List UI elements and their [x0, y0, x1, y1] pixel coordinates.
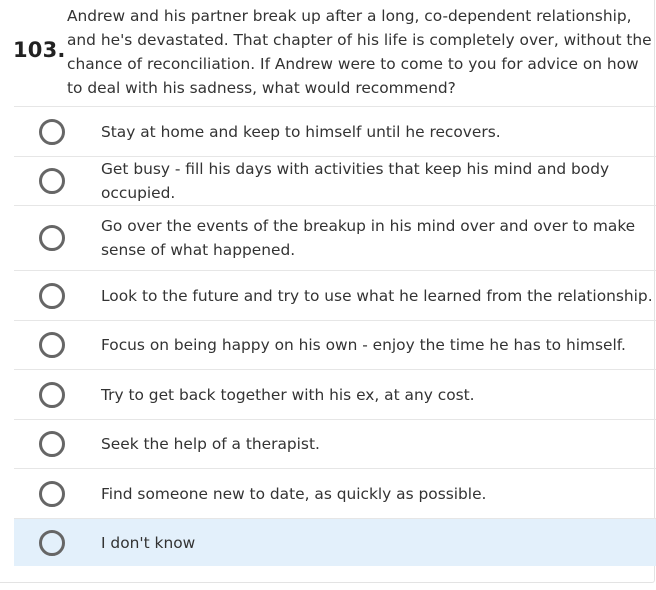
option-label: Seek the help of a therapist.	[101, 435, 320, 453]
option-label: I don't know	[101, 533, 196, 552]
answer-option-4[interactable]	[14, 270, 656, 320]
answer-option-5[interactable]	[14, 320, 656, 369]
answer-option-6[interactable]	[14, 369, 656, 419]
question-text: Andrew and his partner break up after a long, co-dependent relationship, and he's devastated. That chapter of his life is completely over, without the chance of reconciliation. If Andrew were to come to you for advice on how to deal with his sadness, what would recommend?	[67, 7, 652, 97]
radio-button-icon[interactable]	[39, 431, 65, 457]
option-label: Find someone new to date, as quickly as possible.	[101, 484, 487, 503]
radio-button-icon[interactable]	[39, 225, 65, 251]
answer-option-9[interactable]	[14, 518, 656, 566]
radio-button-icon[interactable]	[39, 382, 65, 408]
option-label: Look to the future and try to use what he learned from the relationship.	[101, 286, 653, 305]
option-label: Focus on being happy on his own - enjoy the time he has to himself.	[101, 336, 626, 354]
answer-option-1[interactable]	[14, 106, 656, 156]
answer-option-3[interactable]	[14, 205, 656, 270]
radio-button-icon[interactable]	[39, 283, 65, 309]
option-label: Try to get back together with his ex, at any cost.	[101, 385, 475, 404]
option-label: Stay at home and keep to himself until he recovers.	[101, 122, 501, 141]
radio-button-icon[interactable]	[39, 332, 65, 358]
answer-option-2[interactable]	[14, 156, 656, 205]
radio-button-icon[interactable]	[39, 530, 65, 556]
answer-option-7[interactable]	[14, 419, 656, 468]
option-label: Get busy - fill his days with activities that keep his mind and body occupied.	[101, 160, 610, 202]
option-label: Go over the events of the breakup in his mind over and over to make sense of what happened.	[101, 217, 636, 259]
answer-options	[14, 106, 656, 566]
radio-button-icon[interactable]	[39, 119, 65, 145]
answer-option-8[interactable]	[14, 468, 656, 518]
question-number: 103.	[13, 38, 66, 62]
radio-button-icon[interactable]	[39, 168, 65, 194]
radio-button-icon[interactable]	[39, 481, 65, 507]
